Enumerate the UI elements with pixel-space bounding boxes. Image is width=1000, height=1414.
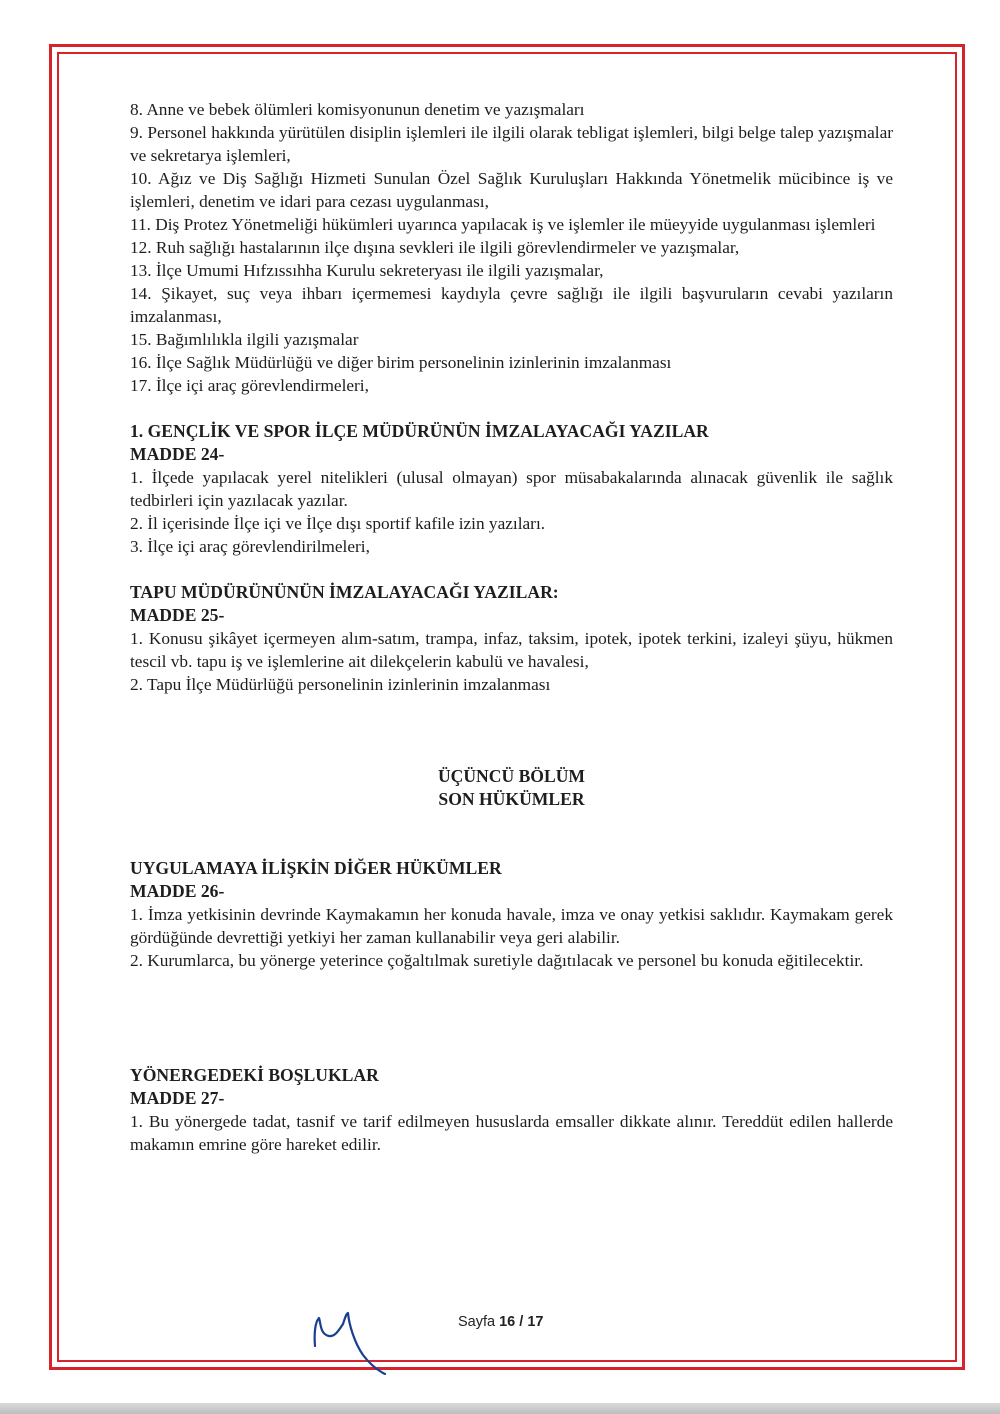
page-prefix: Sayfa [458, 1314, 500, 1330]
list-item: 2. İl içerisinde İlçe içi ve İlçe dışı sportif kafile izin yazıları. [130, 514, 546, 533]
list-item: 9. Personel hakkında yürütülen disiplin işlemleri ile ilgili olarak tebligat işlemleri, bilgi belge talep yazışmalar ve sekretarya işlemleri, [130, 123, 893, 165]
list-item: 1. İmza yetkisinin devrinde Kaymakamın her konuda havale, imza ve onay yetkisi saklıdır. Kaymakam gerek gördüğünde devrettiği yetkiyi her zaman kullanabilir veya geri alabilir. [130, 905, 893, 947]
section-heading: 1. GENÇLİK VE SPOR İLÇE MÜDÜRÜNÜN İMZALAYACAĞI YAZILAR [130, 421, 709, 441]
section-heading: YÖNERGEDEKİ BOŞLUKLAR [130, 1065, 379, 1085]
article-number: MADDE 24- [130, 444, 225, 464]
list-item: 16. İlçe Sağlık Müdürlüğü ve diğer birim personelinin izinlerinin imzalanması [130, 353, 672, 372]
page-current: 16 [499, 1314, 516, 1330]
page-number [458, 1314, 543, 1330]
section-genclik [130, 420, 893, 558]
list-item: 13. İlçe Umumi Hıfzıssıhha Kurulu sekreteryası ile ilgili yazışmalar, [130, 261, 604, 280]
section-bosluk [130, 1064, 893, 1156]
part-title-line1: ÜÇÜNCÜ BÖLÜM [437, 766, 586, 786]
signature-mark [305, 1300, 395, 1375]
section-uygulama [130, 857, 893, 972]
list-item: 2. Kurumlarca, bu yönerge yeterince çoğaltılmak suretiyle dağıtılacak ve personel bu konuda eğitilecektir. [130, 951, 864, 970]
list-item: 10. Ağız ve Diş Sağlığı Hizmeti Sunulan Özel Sağlık Kuruluşları Hakkında Yönetmelik mücibince iş ve işlemleri, denetim ve idari para cezası uygulanması, [130, 169, 893, 211]
document-body [130, 98, 893, 1156]
section-heading: TAPU MÜDÜRÜNÜNÜN İMZALAYACAĞI YAZILAR: [130, 582, 559, 602]
part-title-line2: SON HÜKÜMLER [438, 789, 585, 809]
list-item: 8. Anne ve bebek ölümleri komisyonunun denetim ve yazışmaları [130, 100, 585, 119]
article-number: MADDE 27- [130, 1088, 225, 1108]
list-item: 1. Konusu şikâyet içermeyen alım-satım, trampa, infaz, taksim, ipotek, ipotek terkini, izaleyi şüyu, hükmen tescil vb. tapu iş ve işlemlerine ait dilekçelerin kabulü ve havalesi, [130, 629, 893, 671]
list-item: 15. Bağımlılıkla ilgili yazışmalar [130, 330, 359, 349]
list-item: 1. İlçede yapılacak yerel nitelikleri (ulusal olmayan) spor müsabakalarında alınacak güvenlik ile sağlık tedbirleri için yazılacak yazılar. [130, 468, 893, 510]
list-item: 14. Şikayet, suç veya ihbarı içermemesi kaydıyla çevre sağlığı ile ilgili başvuruların cevabi yazıların imzalanması, [130, 284, 893, 326]
page-separator: / [515, 1314, 528, 1330]
list-item: 11. Diş Protez Yönetmeliği hükümleri uyarınca yapılacak iş ve işlemler ile müeyyide uygulanması işlemleri [130, 215, 876, 234]
list-item: 2. Tapu İlçe Müdürlüğü personelinin izinlerinin imzalanması [130, 675, 551, 694]
list-item: 12. Ruh sağlığı hastalarının ilçe dışına sevkleri ile ilgili görevlendirmeler ve yazışmalar, [130, 238, 740, 257]
article-number: MADDE 25- [130, 605, 225, 625]
article-number: MADDE 26- [130, 881, 225, 901]
list-top [130, 98, 893, 397]
section-tapu [130, 581, 893, 696]
page-total: 17 [527, 1314, 544, 1330]
scan-edge-shadow [0, 1403, 1000, 1414]
section-heading: UYGULAMAYA İLİŞKİN DİĞER HÜKÜMLER [130, 858, 502, 878]
part-title [130, 765, 893, 811]
list-item: 3. İlçe içi araç görevlendirilmeleri, [130, 537, 370, 556]
list-item: 17. İlçe içi araç görevlendirmeleri, [130, 376, 369, 395]
list-item: 1. Bu yönergede tadat, tasnif ve tarif edilmeyen hususlarda emsaller dikkate alınır. Tereddüt edilen hallerde makamın emrine göre hareket edilir. [130, 1112, 893, 1154]
